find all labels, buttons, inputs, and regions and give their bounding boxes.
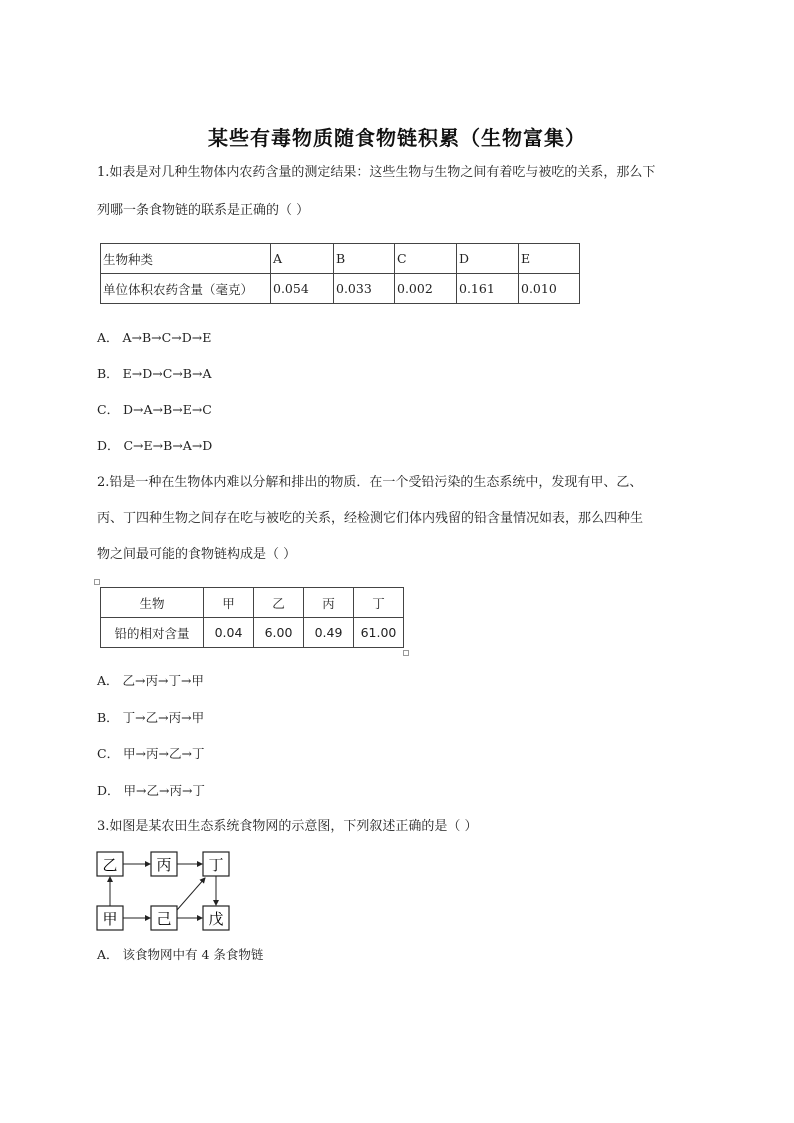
table-cell: A	[271, 244, 334, 274]
node-bing-label: 丙	[156, 856, 172, 874]
question-2-stem-line-3: 物之间最可能的食物链构成是（ ）	[97, 547, 297, 562]
table-cell: 单位体积农药含量（毫克）	[101, 274, 271, 304]
table-cell: 6.00	[254, 618, 304, 648]
table-cell: 生物	[101, 588, 204, 618]
node-wu-label: 戊	[208, 910, 224, 928]
question-1-option-d: D． C→E→B→A→D	[97, 438, 213, 453]
table-cell: 0.161	[457, 274, 519, 304]
page-title: 某些有毒物质随食物链积累（生物富集）	[208, 126, 586, 150]
table-cell: D	[457, 244, 519, 274]
question-2-option-c: C． 甲→丙→乙→丁	[97, 746, 205, 761]
question-1-stem-line-1: 1.如表是对几种生物体内农药含量的测定结果：这些生物与生物之间有着吃与被吃的关系，那么下	[97, 165, 656, 180]
table-cell: 丁	[354, 588, 404, 618]
node-ding	[203, 852, 229, 876]
node-bing	[151, 852, 177, 876]
table-cell: 0.04	[204, 618, 254, 648]
table-cell: 0.010	[519, 274, 580, 304]
table-row	[101, 618, 404, 648]
question-2-option-a: A． 乙→丙→丁→甲	[97, 673, 204, 688]
table-cell: 0.49	[304, 618, 354, 648]
table-cell: 生物种类	[101, 244, 271, 274]
question-2-option-d: D． 甲→乙→丙→丁	[97, 783, 205, 798]
lead-table	[100, 587, 404, 648]
table-anchor-handle	[94, 579, 100, 585]
node-wu	[203, 906, 229, 930]
table-cell: 铅的相对含量	[101, 618, 204, 648]
table-cell: 61.00	[354, 618, 404, 648]
table-cell: 丙	[304, 588, 354, 618]
node-ji-label: 己	[156, 910, 172, 928]
table-cell: 甲	[204, 588, 254, 618]
question-1-option-a: A． A→B→C→D→E	[97, 330, 212, 345]
question-3-stem: 3.如图是某农田生态系统食物网的示意图，下列叙述正确的是（ ）	[97, 819, 478, 834]
node-yi	[97, 852, 123, 876]
pesticide-table	[100, 243, 580, 304]
question-1-stem-line-2: 列哪一条食物链的联系是正确的（ ）	[97, 203, 310, 218]
table-cell: C	[395, 244, 457, 274]
table-cell: 0.054	[271, 274, 334, 304]
table-cell: B	[334, 244, 395, 274]
node-jia-label: 甲	[102, 910, 118, 928]
table-row	[101, 244, 580, 274]
arrow-ji-to-ding	[177, 878, 205, 910]
food-web-diagram	[90, 845, 250, 935]
table-row	[101, 274, 580, 304]
table-cell: 0.033	[334, 274, 395, 304]
table-row	[101, 588, 404, 618]
question-3-option-a: A． 该食物网中有 4 条食物链	[97, 947, 264, 962]
question-2-stem-line-2: 丙、丁四种生物之间存在吃与被吃的关系，经检测它们体内残留的铅含量情况如表，那么四种生	[97, 511, 644, 526]
table-resize-handle	[403, 650, 409, 656]
node-yi-label: 乙	[102, 856, 118, 874]
question-1-option-c: C． D→A→B→E→C	[97, 402, 212, 417]
table-cell: E	[519, 244, 580, 274]
node-ding-label: 丁	[208, 856, 224, 874]
question-2-option-b: B． 丁→乙→丙→甲	[97, 710, 205, 725]
question-1-option-b: B． E→D→C→B→A	[97, 366, 212, 381]
question-2-stem-line-1: 2.铅是一种在生物体内难以分解和排出的物质．在一个受铅污染的生态系统中，发现有甲、乙、	[97, 475, 643, 490]
node-jia	[97, 906, 123, 930]
node-ji	[151, 906, 177, 930]
table-cell: 乙	[254, 588, 304, 618]
table-cell: 0.002	[395, 274, 457, 304]
